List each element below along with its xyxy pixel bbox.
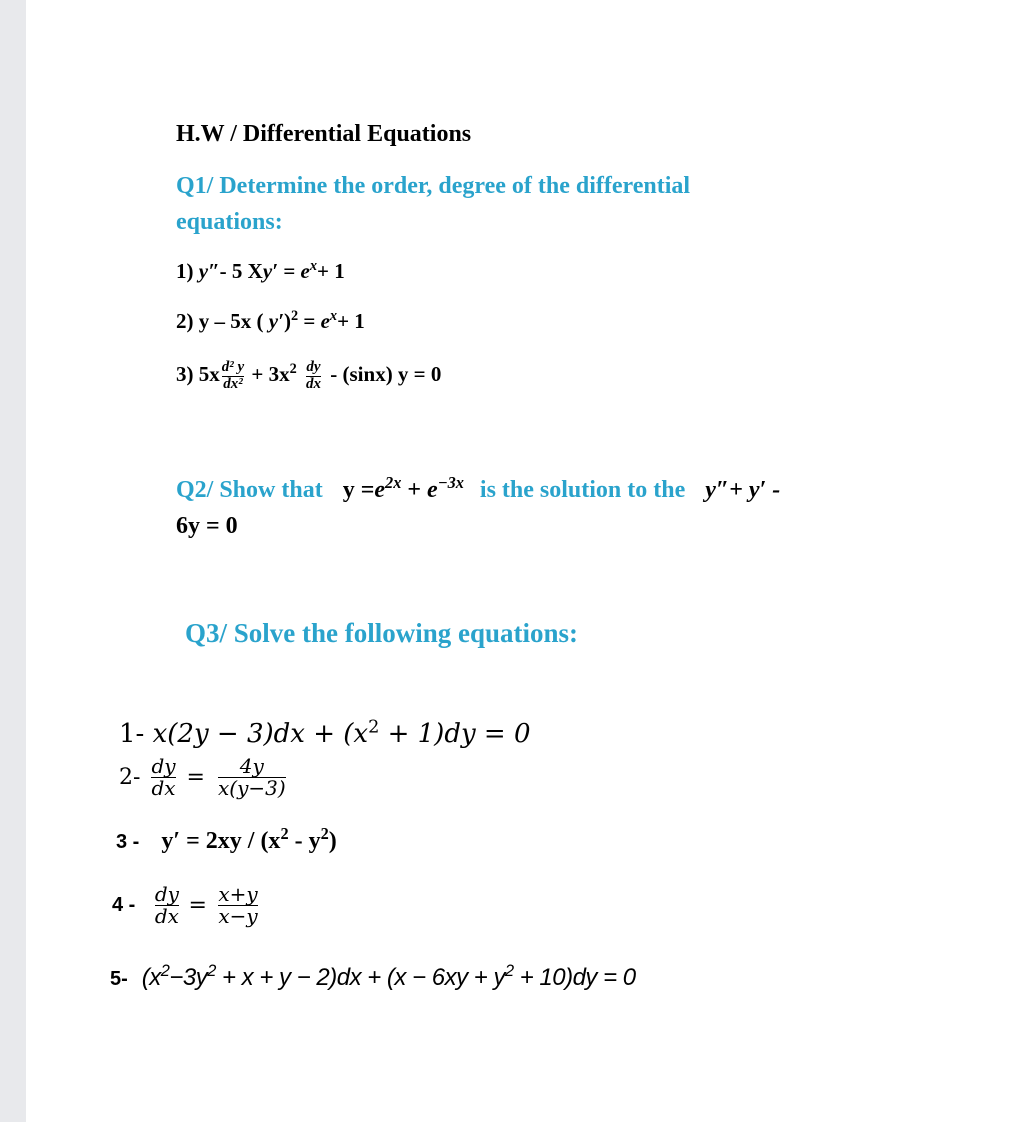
problem-expression: [142, 964, 636, 991]
eq-term: =: [278, 259, 301, 283]
eq-exponent: 2x: [385, 473, 402, 492]
problem-number: 3 -: [116, 831, 140, 853]
fraction-denominator: dx: [306, 375, 322, 392]
fraction-numerator: 4y: [239, 754, 264, 778]
problem-expression: + 1)dy = 0: [379, 719, 531, 749]
expression-part: + x + y − 2)dx + (x − 6xy + y: [215, 964, 505, 991]
eq-term: + 3x: [251, 362, 290, 387]
eq-exponent: 2: [207, 962, 216, 980]
problem-number: 4 -: [112, 894, 136, 916]
document-title: H.W / Differential Equations: [176, 121, 472, 147]
expression-part: (x: [141, 964, 161, 991]
fraction-numerator: d² y: [221, 359, 245, 375]
q1-equation-3: [176, 360, 441, 393]
eq-term: 3) 5x: [176, 362, 220, 387]
q1-heading-line2: equations:: [176, 209, 283, 235]
rhs-fraction: [218, 756, 286, 799]
eq-exponent: x: [329, 308, 338, 324]
eq-term: =: [298, 309, 321, 333]
eq-term: e: [320, 309, 330, 333]
eq-exponent: 2: [290, 308, 299, 324]
q2-exp-term: e: [427, 477, 438, 503]
fraction-numerator: dy: [306, 359, 321, 375]
problem-expression: y′ = 2xy / (x: [161, 828, 281, 854]
document-page: [26, 0, 1014, 1122]
fraction-numerator: x+y: [218, 882, 258, 906]
fraction-numerator: dy: [151, 754, 176, 778]
first-derivative-fraction: [306, 360, 321, 393]
q2-line1: [176, 473, 781, 504]
second-derivative-fraction: [222, 360, 244, 393]
q2-plus: +: [401, 477, 428, 503]
expression-part: −3y: [169, 964, 208, 991]
q2-ode: y″+ y′ -: [705, 477, 781, 503]
problem-expression: - y: [288, 828, 321, 854]
eq-term: y – 5x (: [198, 309, 269, 333]
eq-term: - (sinx) y = 0: [330, 362, 442, 387]
dy-dx-fraction: [151, 756, 175, 799]
q2-line2: 6y = 0: [176, 513, 238, 539]
fraction-denominator: dx: [154, 904, 179, 928]
eq-exponent: 2: [289, 361, 297, 378]
problem-number: 1-: [119, 719, 145, 749]
q1-equation-2: [176, 309, 365, 334]
eq-exponent: x: [309, 258, 318, 274]
eq-term: ): [283, 309, 291, 333]
eq-term: y″: [198, 259, 220, 283]
fraction-denominator: dx: [151, 776, 176, 800]
problem-expression: ): [328, 828, 337, 854]
fraction-denominator: dx²: [223, 375, 243, 392]
eq-number: 1): [176, 259, 194, 283]
eq-term: y′: [268, 309, 284, 333]
q2-mid-text: is the solution to the: [479, 477, 686, 503]
q2-solution-lhs: y =: [342, 477, 375, 503]
eq-exponent: 2: [280, 824, 289, 843]
fraction-denominator: x(y−3): [217, 776, 286, 800]
fraction-numerator: dy: [154, 882, 179, 906]
eq-term: - 5 X: [219, 259, 263, 283]
eq-term: y′: [262, 259, 279, 283]
eq-exponent: 2: [320, 824, 329, 843]
rhs-fraction: [218, 884, 257, 927]
q1-heading-line1: Q1/ Determine the order, degree of the differential: [176, 173, 691, 199]
problem-expression: x(2y − 3)dx + (x: [152, 719, 369, 749]
q3-problem-2: [119, 756, 292, 799]
eq-term: e: [300, 259, 310, 283]
q3-heading: Q3/ Solve the following equations:: [185, 618, 579, 648]
eq-term: + 1: [337, 309, 365, 333]
dy-dx-fraction: [155, 884, 179, 927]
eq-exponent: 2: [504, 962, 514, 980]
eq-exponent: −3x: [437, 473, 464, 492]
q2-lead: Q2/ Show that: [176, 477, 323, 503]
q3-problem-4: [112, 884, 264, 927]
equals-sign: =: [186, 765, 205, 790]
expression-part: + 10)dy = 0: [513, 964, 636, 991]
q3-problem-1: [119, 719, 531, 749]
eq-number: 2): [176, 309, 194, 333]
q3-problem-3: [116, 824, 337, 855]
problem-number: 2-: [119, 765, 141, 790]
equals-sign: =: [188, 893, 207, 918]
q3-problem-5: [110, 964, 636, 992]
eq-exponent: 2: [160, 962, 170, 980]
eq-exponent: 2: [368, 717, 380, 738]
fraction-denominator: x−y: [218, 904, 258, 928]
q2-exp-term: e: [374, 477, 386, 503]
eq-term: + 1: [317, 259, 345, 283]
problem-number: 5-: [110, 968, 128, 990]
q1-equation-1: [176, 259, 345, 284]
